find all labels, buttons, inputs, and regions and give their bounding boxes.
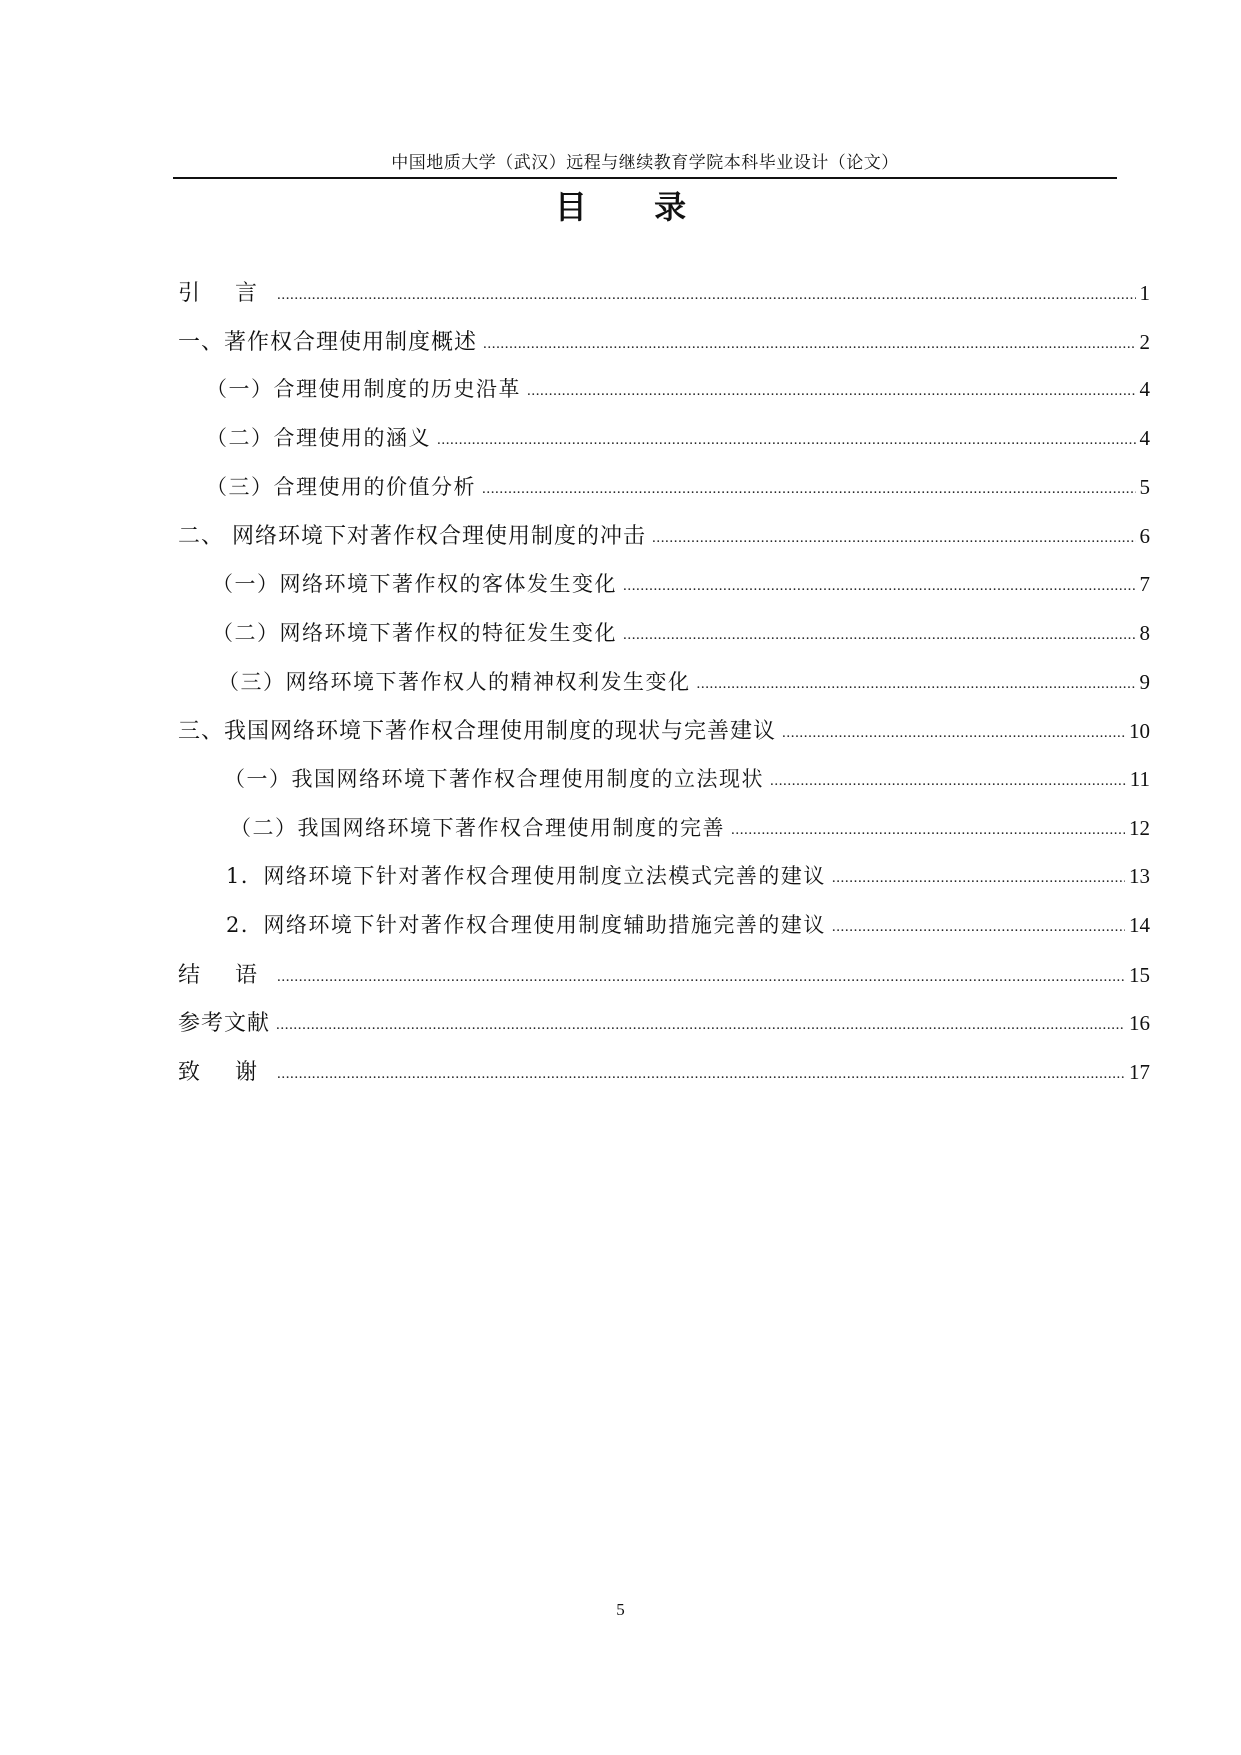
dot-leader [731,822,1125,839]
toc-entry-text: （三）合理使用的价值分析 [206,474,476,499]
toc-entry[interactable] [178,1006,1150,1055]
table-of-contents [178,276,1150,1104]
toc-page-ref: 13 [1129,864,1150,889]
toc-page-ref: 8 [1139,620,1150,645]
toc-page-ref: 9 [1139,669,1150,694]
toc-entry-text: 致 谢 [178,1060,271,1085]
toc-entry-text: （一）网络环境下著作权的客体发生变化 [212,572,617,597]
toc-page-ref: 14 [1129,912,1150,937]
dot-leader [277,969,1125,986]
toc-entry-text: （三）网络环境下著作权人的精神权利发生变化 [218,669,691,694]
toc-page-ref: 12 [1129,815,1150,840]
toc-page-ref: 17 [1129,1060,1150,1084]
toc-page-ref: 5 [1139,474,1150,499]
toc-entry-text: 一、著作权合理使用制度概述 [178,329,478,355]
toc-entry-text: （二）我国网络环境下著作权合理使用制度的完善 [230,815,725,840]
header-rule [173,177,1117,179]
dot-leader [482,481,1136,498]
toc-entry[interactable] [178,860,1150,909]
dot-leader [697,676,1136,693]
toc-page-ref: 4 [1139,377,1150,402]
toc-entry[interactable] [178,958,1150,1007]
dot-leader [832,870,1125,887]
dot-leader [770,773,1126,790]
toc-entry-text: 引 言 [178,281,271,306]
toc-entry-text: （一）我国网络环境下著作权合理使用制度的立法现状 [224,766,764,791]
dot-leader [652,530,1136,547]
toc-entry-text: 三、我国网络环境下著作权合理使用制度的现状与完善建议 [178,719,777,745]
toc-entry-text: 结 语 [178,962,271,988]
toc-entry[interactable] [178,325,1150,374]
toc-page-ref: 10 [1129,719,1150,744]
toc-entry[interactable] [178,519,1150,568]
toc-page-ref: 16 [1129,1011,1150,1036]
toc-entry[interactable] [178,276,1150,325]
toc-entry[interactable] [178,909,1150,958]
dot-leader [276,1017,1125,1034]
toc-entry-text: （二）合理使用的涵义 [206,426,431,451]
toc-entry[interactable] [178,471,1150,520]
dot-leader [277,287,1136,304]
toc-entry[interactable] [178,617,1150,666]
dot-leader [277,1066,1125,1083]
toc-entry[interactable] [178,568,1150,617]
toc-page-ref: 15 [1129,962,1150,987]
toc-entry[interactable] [178,763,1150,812]
dot-leader [623,578,1136,595]
toc-page-ref: 6 [1139,524,1150,549]
toc-entry[interactable] [178,714,1150,763]
toc-entry[interactable] [178,1055,1150,1104]
toc-entry-text: 二、 网络环境下对著作权合理使用制度的冲击 [178,524,646,550]
toc-title: 目 录 [554,188,715,226]
toc-entry[interactable] [178,812,1150,861]
toc-page-ref: 7 [1139,572,1150,597]
toc-entry-text: 1．网络环境下针对著作权合理使用制度立法模式完善的建议 [226,864,826,889]
toc-page-ref: 4 [1139,426,1150,451]
toc-entry[interactable] [178,422,1150,471]
dot-leader [483,336,1135,353]
dot-leader [437,432,1136,449]
running-header: 中国地质大学（武汉）远程与继续教育学院本科毕业设计（论文） [391,153,899,173]
dot-leader [782,725,1125,742]
toc-entry[interactable] [178,373,1150,422]
toc-entry-text: 参考文献 [178,1011,271,1037]
toc-entry[interactable] [178,666,1150,715]
toc-page-ref: 1 [1139,281,1150,305]
dot-leader [527,383,1136,400]
toc-page-ref: 2 [1139,329,1150,354]
page-number: 5 [616,1600,625,1619]
toc-entry-text: （一）合理使用制度的历史沿革 [206,377,521,402]
toc-entry-text: 2．网络环境下针对著作权合理使用制度辅助措施完善的建议 [226,912,826,937]
toc-entry-text: （二）网络环境下著作权的特征发生变化 [212,620,617,645]
dot-leader [832,919,1125,936]
dot-leader [623,627,1136,644]
toc-page-ref: 11 [1129,766,1150,791]
